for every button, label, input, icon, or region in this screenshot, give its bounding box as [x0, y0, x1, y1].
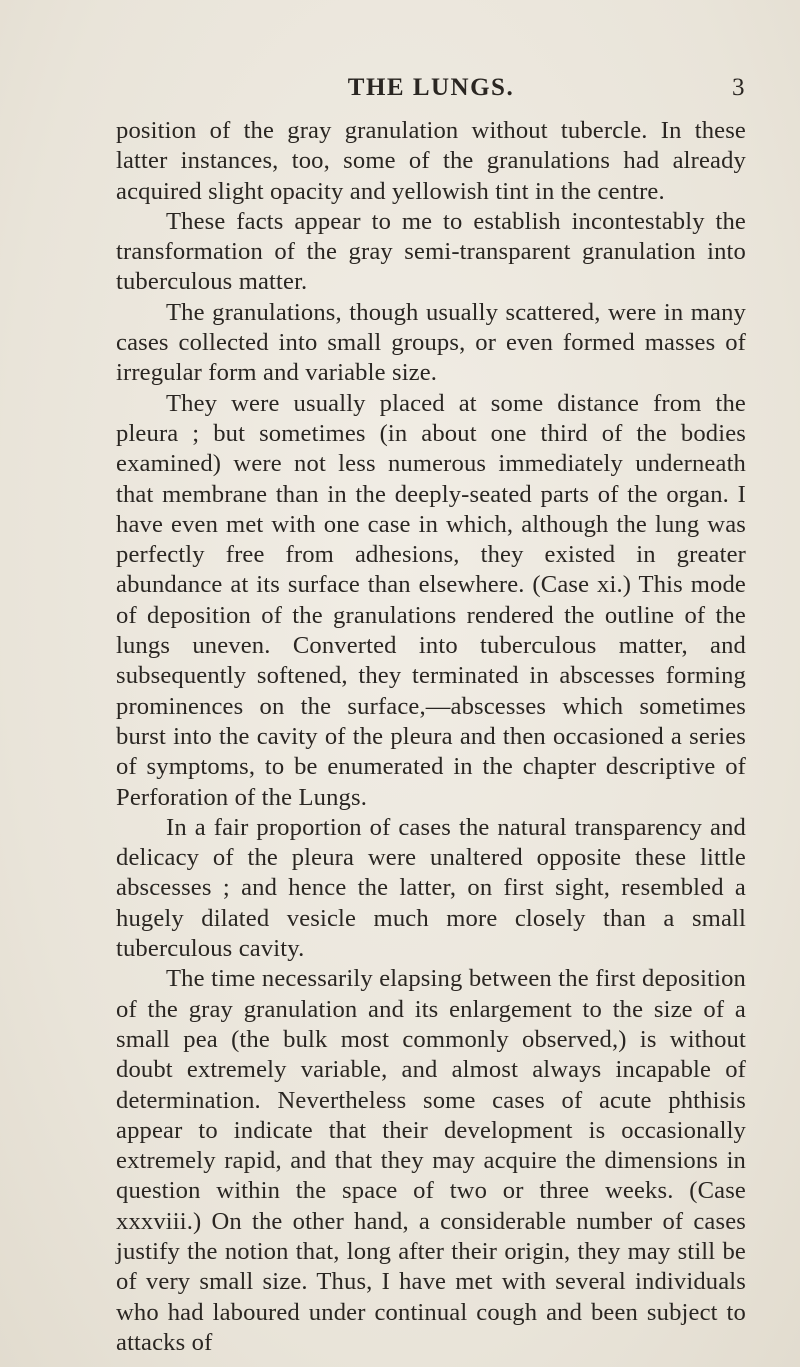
page-number: 3 [732, 74, 746, 101]
body-text [116, 116, 746, 1358]
paragraph: They were usually placed at some distance from the pleura ; but sometimes (in about one third of the bodies examined) were not less numerous immediately underneath that membrane than in the deeply-seated parts of the organ. I have even met with one case in which, although the lung was perfectly free from adhesions, they existed in greater abundance at its surface than elsewhere. (Case xi.) This mode of deposition of the granulations rendered the outline of the lungs uneven. Converted into tuberculous matter, and subsequently softened, they terminated in abscesses forming prominences on the surface,—abscesses which sometimes burst into the cavity of the pleura and then occasioned a series of symptoms, to be enumerated in the chapter descriptive of Perforation of the Lungs. [116, 389, 746, 811]
paragraph: The time necessarily elapsing between the first deposition of the gray granulation and its enlargement to the size of a small pea (the bulk most commonly observed,) is without doubt extremely variable, and almost always incapable of determination. Nevertheless some cases of acute phthisis appear to indicate that their development is occasionally extremely rapid, and that they may acquire the dimensions in question within the space of two or three weeks. (Case xxxviii.) On the other hand, a considerable number of cases justify the notion that, long after their origin, they may still be of very small size. Thus, I have met with several individuals who had laboured under continual cough and been subject to attacks of [116, 965, 746, 1356]
paragraph: These facts appear to me to establish incontestably the transformation of the gray semi-transparent granulation into tuberculous matter. [116, 207, 746, 296]
paragraph: The granulations, though usually scattered, were in many cases collected into small groups, or even formed masses of irregular form and variable size. [116, 298, 746, 387]
running-head [116, 74, 746, 104]
running-title: THE LUNGS. [347, 74, 515, 101]
paragraph-continued: position of the gray granulation without tubercle. In these latter instances, too, some of the granulations had already acquired slight opacity and yellowish tint in the centre. [116, 117, 746, 205]
paragraph: In a fair proportion of cases the natural transparency and delicacy of the pleura were unaltered opposite these little abscesses ; and hence the latter, on first sight, resembled a hugely dilated vesicle much more closely than a small tuberculous cavity. [116, 813, 746, 963]
